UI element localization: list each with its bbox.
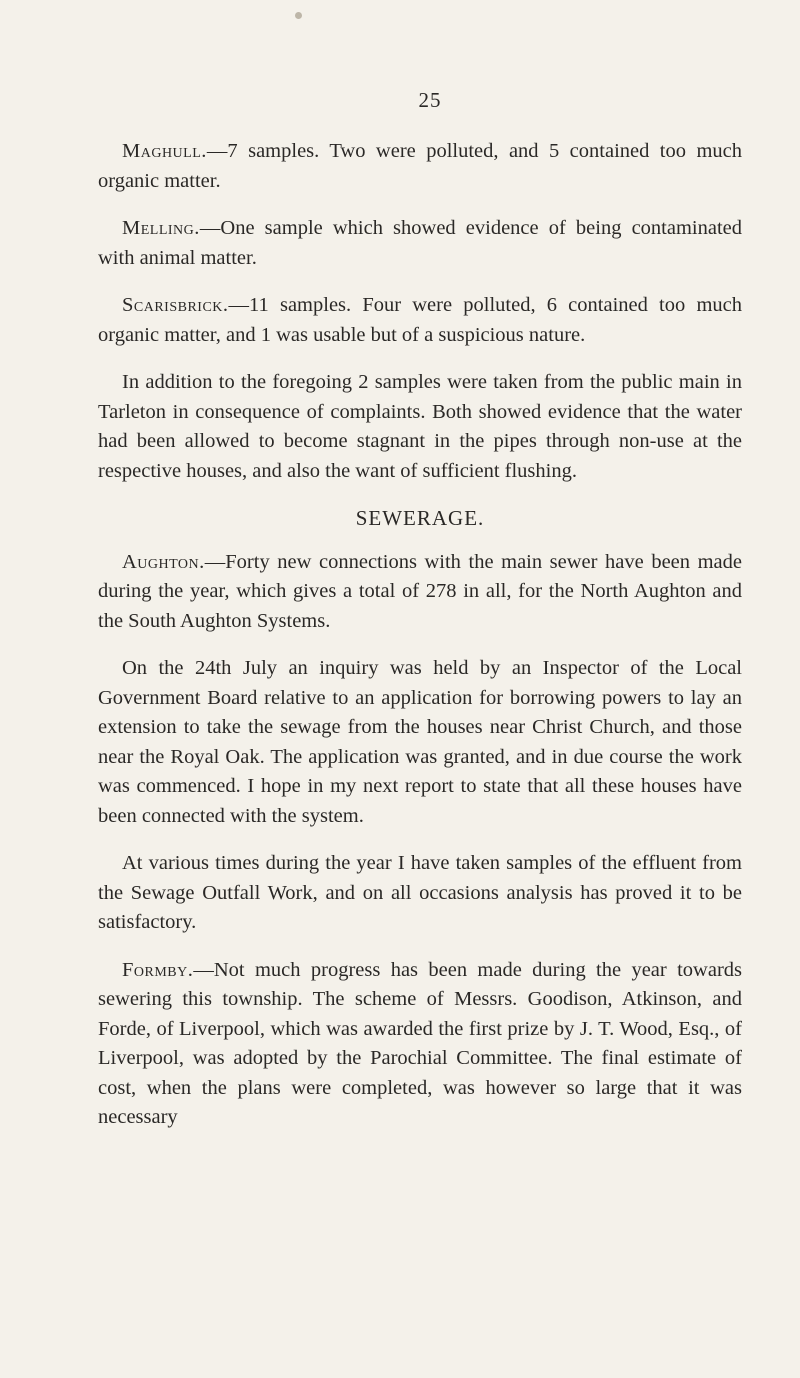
paragraph-inquiry	[98, 654, 742, 831]
page-number: 25	[418, 88, 442, 112]
paper-speck	[295, 12, 302, 19]
paragraph-lead: Maghull.	[122, 140, 207, 162]
paragraph-lead: Scarisbrick.	[122, 294, 229, 316]
paragraph-text: —Not much progress has been made during the year towards sewering this township. The scheme of Messrs. Goodison, Atkinson, and Forde, of Liverpool, which was awarded the first prize by J. T. Wood, Esq., of Liverpool, was adopted by the Parochial Committee. The final estimate of cost, when the plans were completed, was however so large that it was necessary	[98, 958, 742, 1128]
section-heading: SEWERAGE.	[355, 506, 485, 530]
paragraph-text: —Forty new connections with the main sewer have been made during the year, which gives a total of 278 in all, for the North Aughton and the South Aughton Systems.	[98, 550, 742, 632]
paragraph-text: —11 samples. Four were polluted, 6 contained too much organic matter, and 1 was usable but of a suspicious nature.	[98, 294, 742, 346]
paragraph-text: At various times during the year I have taken samples of the effluent from the Sewage Outfall Work, and on all occasions analysis has proved it to be satisfactory.	[98, 852, 742, 933]
paragraph-lead: Melling.	[122, 217, 200, 239]
paragraph-tarleton	[98, 368, 742, 486]
paragraph-text: In addition to the foregoing 2 samples were taken from the public main in Tarleton in consequence of complaints. Both showed evidence that the water had been allowed to become stagnant in the pipes through non-use at the respective houses, and also the want of sufficient flushing.	[98, 371, 742, 482]
paragraph-effluent	[98, 849, 742, 938]
body-text	[98, 137, 742, 1151]
paragraph-text: —7 samples. Two were polluted, and 5 contained too much organic matter.	[98, 140, 742, 192]
paragraph-lead: Aughton.	[122, 550, 205, 573]
paragraph-maghull	[98, 137, 742, 196]
paragraph-scarisbrick	[98, 291, 742, 350]
paragraph-melling	[98, 214, 742, 273]
paragraph-lead: Formby.	[122, 958, 194, 981]
paragraph-text: On the 24th July an inquiry was held by an Inspector of the Local Government Board relative to an application for borrowing powers to lay an extension to take the sewage from the houses near Christ Church, and those near the Royal Oak. The application was granted, and in due course the work was commenced. I hope in my next report to state that all these houses have been connected with the system.	[98, 657, 742, 827]
paragraph-formby	[98, 956, 742, 1133]
paragraph-aughton	[98, 548, 742, 637]
paragraph-text: —One sample which showed evidence of being contaminated with animal matter.	[98, 217, 742, 269]
